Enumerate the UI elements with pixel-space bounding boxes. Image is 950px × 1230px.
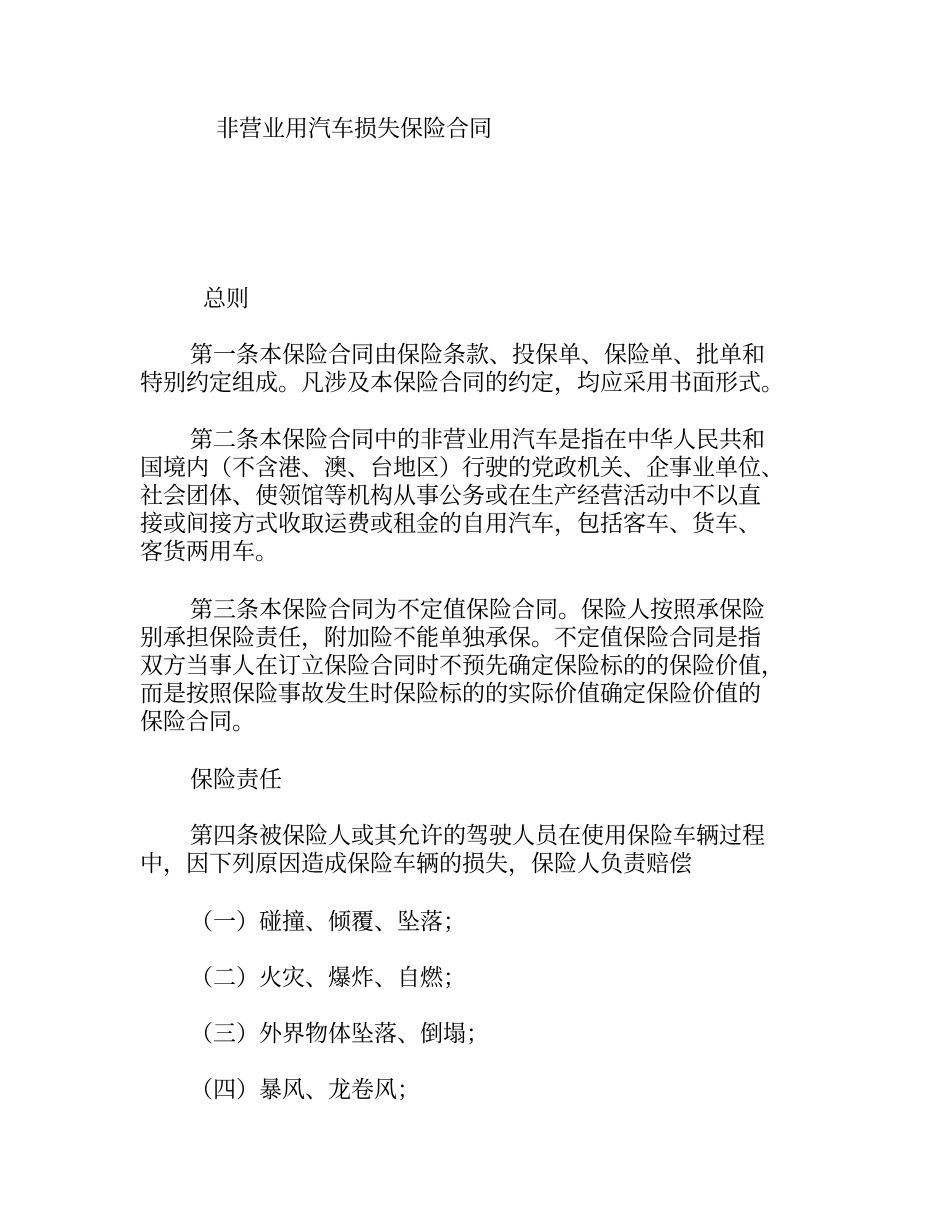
article-1-line: 特别约定组成。凡涉及本保险合同的约定，均应采用书面形式。 [140,370,784,396]
article-3-line: 保险合同。 [140,709,255,735]
article-4 [140,822,820,878]
section-heading-liability: 保险责任 [190,767,282,793]
section-heading-general: 总则 [203,286,249,312]
article-3-line: 而是按照保险事故发生时保险标的的实际价值确定保险价值的 [140,681,761,707]
list-item: （三）外界物体坠落、倒塌； [190,1021,489,1047]
list-item: （一）碰撞、倾覆、坠落； [190,909,466,935]
list-item: （二）火灾、爆炸、自燃； [190,965,466,991]
article-2-line: 客货两用车。 [140,539,278,565]
list-item: （四）暴风、龙卷风； [190,1077,420,1103]
article-2-line: 第二条本保险合同中的非营业用汽车是指在中华人民共和 [190,427,765,453]
article-2-line: 接或间接方式收取运费或租金的自用汽车，包括客车、货车、 [140,511,761,537]
document-title: 非营业用汽车损失保险合同 [216,116,492,142]
article-3-line: 别承担保险责任，附加险不能单独承保。不定值保险合同是指 [140,625,761,651]
article-2-line: 社会团体、使领馆等机构从事公务或在生产经营活动中不以直 [140,483,761,509]
article-1-line: 第一条本保险合同由保险条款、投保单、保险单、批单和 [190,342,765,368]
article-4-line: 第四条被保险人或其允许的驾驶人员在使用保险车辆过程 [190,823,765,849]
article-2 [140,426,820,566]
article-3 [140,596,820,736]
article-3-line: 双方当事人在订立保险合同时不预先确定保险标的的保险价值， [140,653,784,679]
article-3-line: 第三条本保险合同为不定值保险合同。保险人按照承保险 [190,597,765,623]
article-2-line: 国境内（不含港、澳、台地区）行驶的党政机关、企事业单位、 [140,455,784,481]
article-4-line: 中，因下列原因造成保险车辆的损失，保险人负责赔偿 [140,851,692,877]
article-1 [140,341,820,397]
